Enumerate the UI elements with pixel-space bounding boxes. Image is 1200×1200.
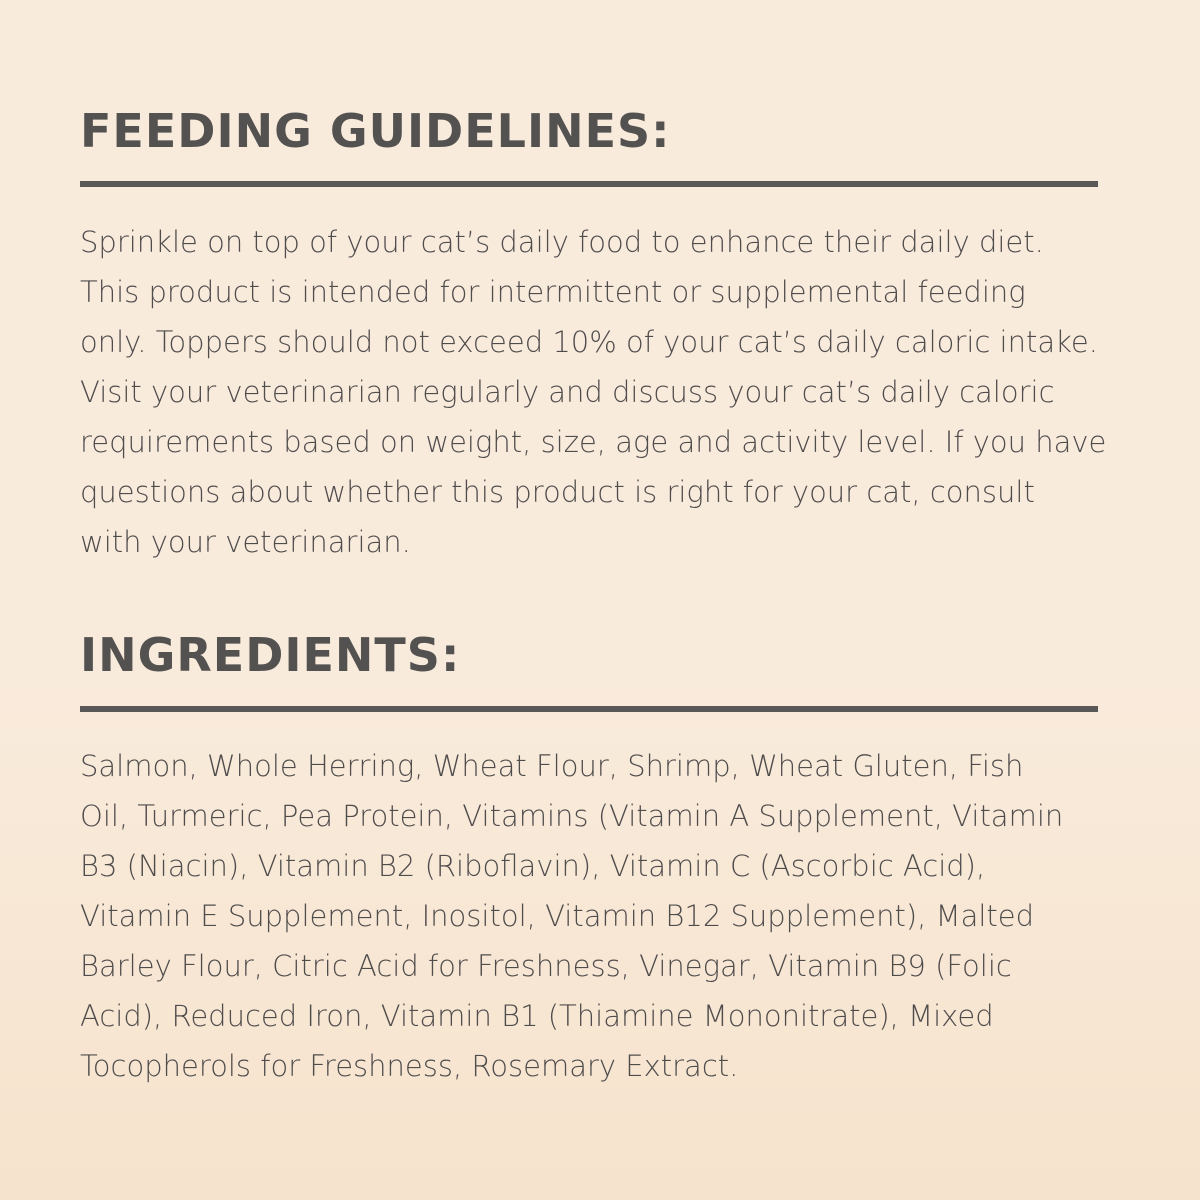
ingredients-line: Tocopherols for Freshness, Rosemary Extract. xyxy=(80,1049,739,1083)
feeding-guidelines-divider xyxy=(80,181,1098,187)
ingredients-line: Barley Flour, Citric Acid for Freshness, Vinegar, Vitamin B9 (Folic xyxy=(80,949,1012,983)
ingredients-line: B3 (Niacin), Vitamin B2 (Riboflavin), Vitamin C (Ascorbic Acid), xyxy=(80,849,986,883)
ingredients-text xyxy=(80,741,1115,1091)
feeding-line: only. Toppers should not exceed 10% of your cat’s daily caloric intake. xyxy=(80,325,1098,359)
product-info-panel xyxy=(80,0,1120,1200)
feeding-line: with your veterinarian. xyxy=(80,525,411,559)
ingredients-line: Vitamin E Supplement, Inositol, Vitamin B12 Supplement), Malted xyxy=(80,899,1035,933)
ingredients-line: Oil, Turmeric, Pea Protein, Vitamins (Vitamin A Supplement, Vitamin xyxy=(80,799,1064,833)
feeding-line: Visit your veterinarian regularly and discuss your cat’s daily caloric xyxy=(80,375,1055,409)
ingredients-line: Acid), Reduced Iron, Vitamin B1 (Thiamine Mononitrate), Mixed xyxy=(80,999,994,1033)
feeding-line: questions about whether this product is right for your cat, consult xyxy=(80,475,1035,509)
ingredients-heading: INGREDIENTS: xyxy=(80,628,461,682)
feeding-line: requirements based on weight, size, age and activity level. If you have xyxy=(80,425,1107,459)
feeding-guidelines-heading: FEEDING GUIDELINES: xyxy=(80,104,671,158)
feeding-guidelines-text xyxy=(80,217,1115,567)
ingredients-line: Salmon, Whole Herring, Wheat Flour, Shrimp, Wheat Gluten, Fish xyxy=(80,749,1024,783)
ingredients-divider xyxy=(80,706,1098,712)
feeding-line: Sprinkle on top of your cat’s daily food to enhance their daily diet. xyxy=(80,225,1044,259)
feeding-line: This product is intended for intermittent or supplemental feeding xyxy=(80,275,1026,309)
